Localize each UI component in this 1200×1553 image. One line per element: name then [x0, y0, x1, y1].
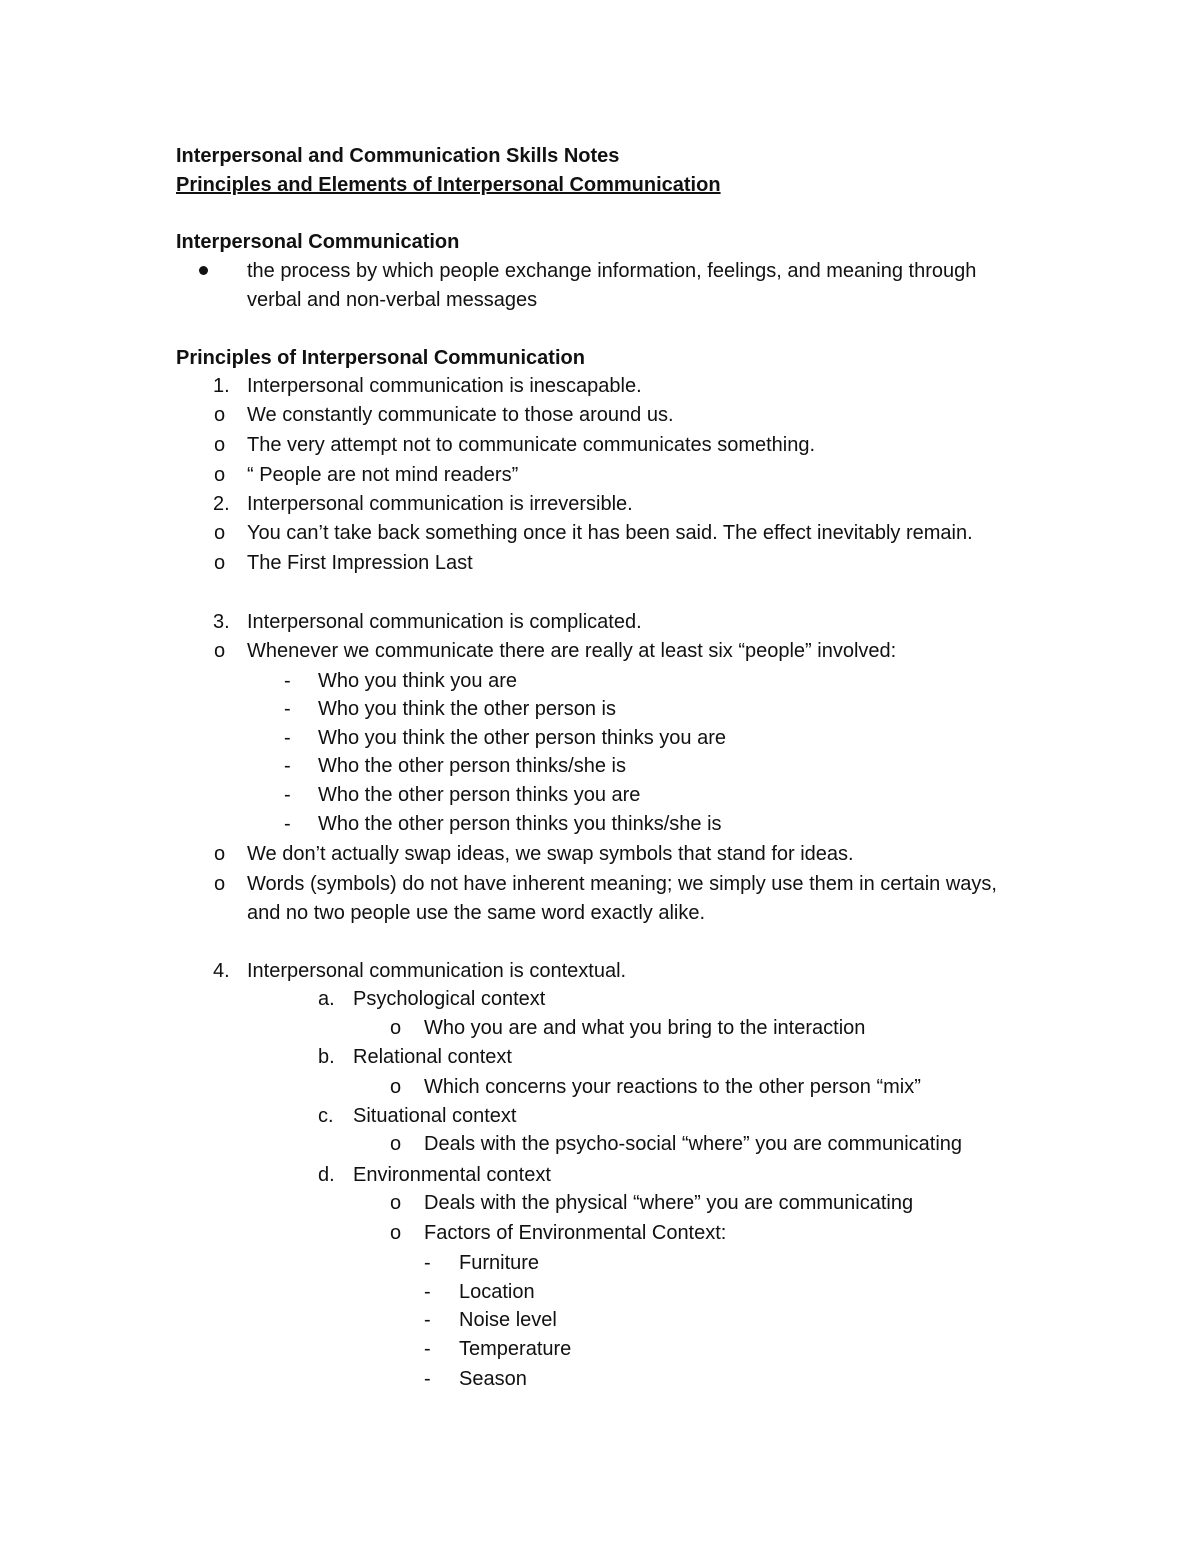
list-number: 1. — [213, 375, 230, 397]
dash-bullet-icon: - — [424, 1281, 431, 1303]
circle-bullet-icon: o — [214, 464, 226, 486]
list-item: Who the other person thinks/she is — [318, 755, 626, 777]
circle-bullet-icon: o — [214, 404, 226, 426]
dash-bullet-icon: - — [284, 755, 291, 777]
list-item: Deals with the psycho-social “where” you are communicating — [424, 1133, 963, 1155]
dash-bullet-icon: - — [284, 813, 291, 835]
list-item: Deals with the physical “where” you are communicating — [424, 1192, 914, 1214]
list-item: The First Impression Last — [247, 552, 473, 574]
list-item: Whenever we communicate there are really at least six “people” involved: — [247, 640, 897, 662]
dash-bullet-icon: - — [424, 1309, 431, 1331]
circle-bullet-icon: o — [214, 873, 226, 895]
bullet-icon — [199, 266, 208, 275]
dash-bullet-icon: - — [284, 727, 291, 749]
context-situational: Situational context — [353, 1105, 517, 1127]
definition-line-1: the process by which people exchange information, feelings, and meaning through — [247, 260, 977, 282]
circle-bullet-icon: o — [390, 1222, 402, 1244]
list-item: Who you think you are — [318, 670, 517, 692]
list-item: The very attempt not to communicate communicates something. — [247, 434, 816, 456]
dash-bullet-icon: - — [424, 1338, 431, 1360]
list-letter: d. — [318, 1164, 335, 1186]
list-item: We don’t actually swap ideas, we swap symbols that stand for ideas. — [247, 843, 854, 865]
list-item: Who you think the other person is — [318, 698, 616, 720]
document-title: Interpersonal and Communication Skills Notes — [176, 145, 620, 167]
dash-bullet-icon: - — [284, 698, 291, 720]
section-heading-interpersonal-communication: Interpersonal Communication — [176, 231, 460, 253]
context-environmental: Environmental context — [353, 1164, 551, 1186]
list-item: “ People are not mind readers” — [247, 464, 519, 486]
list-item: Factors of Environmental Context: — [424, 1222, 727, 1244]
definition-line-2: verbal and non-verbal messages — [247, 289, 538, 311]
document-subtitle: Principles and Elements of Interpersonal Communication — [176, 174, 721, 196]
factor-item: Temperature — [459, 1338, 572, 1360]
list-item: Who you think the other person thinks you are — [318, 727, 727, 749]
dash-bullet-icon: - — [424, 1252, 431, 1274]
dash-bullet-icon: - — [424, 1368, 431, 1390]
principle-1-text: Interpersonal communication is inescapable. — [247, 375, 642, 397]
principle-4-text: Interpersonal communication is contextual. — [247, 960, 627, 982]
factor-item: Furniture — [459, 1252, 540, 1274]
dash-bullet-icon: - — [284, 784, 291, 806]
circle-bullet-icon: o — [214, 640, 226, 662]
list-letter: c. — [318, 1105, 334, 1127]
list-item: Words (symbols) do not have inherent meaning; we simply use them in certain ways, — [247, 873, 997, 895]
list-number: 3. — [213, 611, 230, 633]
principle-3-text: Interpersonal communication is complicated. — [247, 611, 642, 633]
list-letter: b. — [318, 1046, 335, 1068]
list-item: Who the other person thinks you thinks/she is — [318, 813, 722, 835]
circle-bullet-icon: o — [390, 1192, 402, 1214]
list-item-continuation: and no two people use the same word exactly alike. — [247, 902, 706, 924]
circle-bullet-icon: o — [390, 1133, 402, 1155]
factor-item: Season — [459, 1368, 527, 1390]
dash-bullet-icon: - — [284, 670, 291, 692]
circle-bullet-icon: o — [214, 522, 226, 544]
list-item: Who the other person thinks you are — [318, 784, 641, 806]
list-item: Who you are and what you bring to the interaction — [424, 1017, 866, 1039]
factor-item: Location — [459, 1281, 535, 1303]
circle-bullet-icon: o — [214, 843, 226, 865]
context-relational: Relational context — [353, 1046, 512, 1068]
context-psychological: Psychological context — [353, 988, 546, 1010]
list-letter: a. — [318, 988, 335, 1010]
list-item: You can’t take back something once it has been said. The effect inevitably remain. — [247, 522, 973, 544]
circle-bullet-icon: o — [390, 1017, 402, 1039]
list-item: We constantly communicate to those around us. — [247, 404, 674, 426]
list-number: 2. — [213, 493, 230, 515]
circle-bullet-icon: o — [214, 552, 226, 574]
circle-bullet-icon: o — [214, 434, 226, 456]
principle-2-text: Interpersonal communication is irreversible. — [247, 493, 633, 515]
section-heading-principles: Principles of Interpersonal Communication — [176, 347, 585, 369]
list-item: Which concerns your reactions to the other person “mix” — [424, 1076, 921, 1098]
circle-bullet-icon: o — [390, 1076, 402, 1098]
list-number: 4. — [213, 960, 230, 982]
factor-item: Noise level — [459, 1309, 557, 1331]
